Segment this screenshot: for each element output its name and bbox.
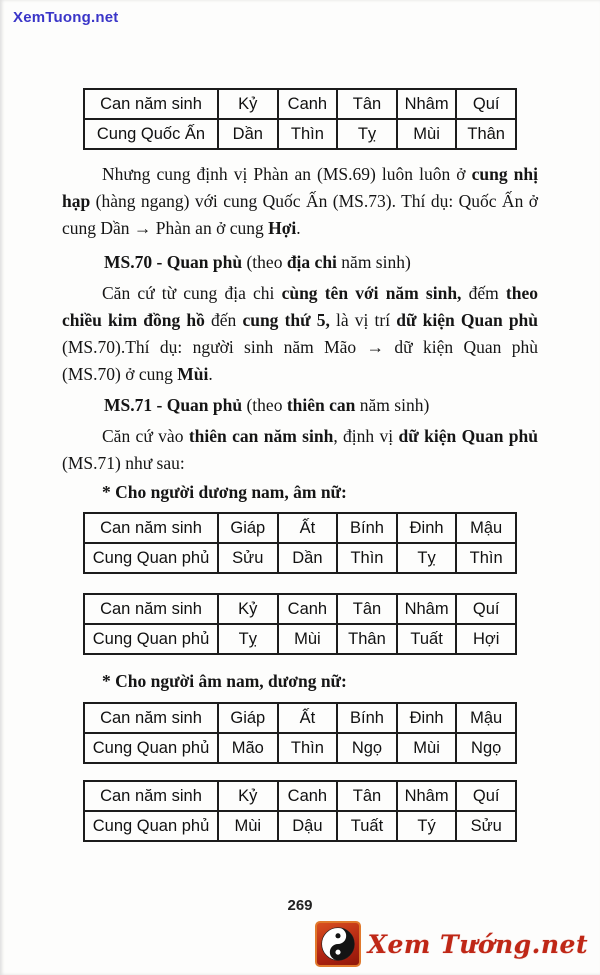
text: Căn cứ từ cung địa chi — [102, 283, 282, 303]
row-label-cell: Cung Quan phủ — [84, 811, 218, 841]
value-cell: Mùi — [397, 119, 457, 149]
value-cell: Mậu — [456, 513, 516, 543]
text: . — [208, 364, 213, 384]
row-label-cell: Cung Quan phủ — [84, 733, 218, 763]
value-cell: Ất — [278, 703, 338, 733]
bold-text: địa chi — [286, 252, 337, 272]
value-cell: Tỵ — [397, 543, 457, 573]
value-cell: Nhâm — [397, 89, 457, 119]
value-cell: Canh — [278, 89, 338, 119]
value-cell: Kỷ — [218, 89, 278, 119]
text: đếm — [461, 283, 506, 303]
value-cell: Bính — [337, 513, 397, 543]
value-cell: Mùi — [278, 624, 338, 654]
table-row — [84, 513, 516, 543]
value-cell: Quí — [456, 89, 516, 119]
site-logo-text: Xem Tướng.net — [367, 929, 588, 959]
table-row — [84, 733, 516, 763]
value-cell: Quí — [456, 781, 516, 811]
bold-text: thiên can năm sinh — [188, 426, 334, 446]
text: (hàng ngang) với cung Quốc Ấn (MS.73). Thí dụ: Quốc Ấn ở cung Dần → Phàn an ở cung — [62, 191, 538, 238]
bold-text: thiên can — [286, 395, 356, 415]
page-number: 269 — [287, 897, 313, 914]
paragraph-ms71 — [62, 423, 538, 477]
value-cell: Nhâm — [397, 594, 457, 624]
value-cell: Sửu — [218, 543, 278, 573]
bold-text: MS.70 - Quan phù — [104, 252, 243, 272]
value-cell: Mùi — [218, 811, 278, 841]
table-row — [84, 89, 516, 119]
value-cell: Tý — [397, 811, 457, 841]
text: (MS.70).Thí dụ: người sinh năm Mão → dữ kiện Quan phù (MS.70) ở cung — [62, 337, 538, 384]
value-cell: Ất — [278, 513, 338, 543]
value-cell: Dần — [278, 543, 338, 573]
bold-text: cung thứ 5, — [242, 310, 330, 330]
value-cell: Tuất — [397, 624, 457, 654]
value-cell: Tỵ — [337, 119, 397, 149]
value-cell: Thân — [456, 119, 516, 149]
text: . — [296, 218, 301, 238]
value-cell: Tân — [337, 781, 397, 811]
value-cell: Ngọ — [337, 733, 397, 763]
table-quan-phu-duong-1 — [83, 512, 517, 574]
value-cell: Thìn — [278, 119, 338, 149]
table-row — [84, 543, 516, 573]
value-cell: Mão — [218, 733, 278, 763]
bold-text: MS.71 - Quan phủ — [104, 395, 243, 415]
row-label-cell: Can năm sinh — [84, 89, 218, 119]
heading-ms70 — [62, 249, 538, 276]
text: (theo — [242, 395, 287, 415]
table-quan-phu-duong-2 — [83, 593, 517, 655]
value-cell: Giáp — [218, 703, 278, 733]
value-cell: Tân — [337, 89, 397, 119]
site-logo — [315, 921, 588, 967]
row-label-cell: Can năm sinh — [84, 513, 218, 543]
row-label-cell: Cung Quốc Ấn — [84, 119, 218, 149]
value-cell: Đinh — [397, 703, 457, 733]
table-quan-phu-am-2 — [83, 780, 517, 842]
text: là vị trí — [329, 310, 397, 330]
value-cell: Bính — [337, 703, 397, 733]
bold-text: Hợi — [268, 218, 297, 238]
row-label-cell: Cung Quan phủ — [84, 624, 218, 654]
table-quoc-an — [83, 88, 517, 150]
value-cell: Đinh — [397, 513, 457, 543]
table-row — [84, 119, 516, 149]
paragraph-ms70 — [62, 280, 538, 388]
text: năm sinh) — [336, 252, 411, 272]
bold-text: cung nhị hạp — [62, 164, 539, 211]
value-cell: Kỷ — [218, 594, 278, 624]
value-cell: Mậu — [456, 703, 516, 733]
yin-yang-icon — [315, 921, 361, 967]
value-cell: Tuất — [337, 811, 397, 841]
text: , định vị — [333, 426, 399, 446]
text: Nhưng cung định vị Phàn an (MS.69) luôn luôn ở — [102, 164, 472, 184]
text: đến — [204, 310, 243, 330]
value-cell: Thìn — [278, 733, 338, 763]
table-row — [84, 594, 516, 624]
value-cell: Ngọ — [456, 733, 516, 763]
value-cell: Mùi — [397, 733, 457, 763]
value-cell: Thìn — [456, 543, 516, 573]
table-row — [84, 811, 516, 841]
text: (theo — [242, 252, 287, 272]
value-cell: Hợi — [456, 624, 516, 654]
paragraph-phan-an — [62, 161, 538, 242]
bold-text: cùng tên với năm sinh, — [281, 283, 462, 303]
value-cell: Thìn — [337, 543, 397, 573]
value-cell: Kỷ — [218, 781, 278, 811]
bold-text: dữ kiện Quan phủ — [398, 426, 538, 446]
value-cell: Dần — [218, 119, 278, 149]
subheading-duong-nam-am-nu: * Cho người dương nam, âm nữ: — [102, 482, 347, 502]
value-cell: Canh — [278, 781, 338, 811]
text: năm sinh) — [355, 395, 430, 415]
value-cell: Quí — [456, 594, 516, 624]
value-cell: Canh — [278, 594, 338, 624]
text: (MS.71) như sau: — [62, 453, 185, 473]
text: Căn cứ vào — [102, 426, 189, 446]
value-cell: Tân — [337, 594, 397, 624]
value-cell: Thân — [337, 624, 397, 654]
value-cell: Tỵ — [218, 624, 278, 654]
bold-text: Mùi — [177, 364, 209, 384]
table-row — [84, 703, 516, 733]
row-label-cell: Can năm sinh — [84, 781, 218, 811]
table-row — [84, 624, 516, 654]
row-label-cell: Cung Quan phủ — [84, 543, 218, 573]
subheading-am-nam-duong-nu: * Cho người âm nam, dương nữ: — [102, 671, 347, 691]
value-cell: Nhâm — [397, 781, 457, 811]
table-quan-phu-am-1 — [83, 702, 517, 764]
site-watermark: XemTuong.net — [13, 9, 119, 26]
row-label-cell: Can năm sinh — [84, 594, 218, 624]
value-cell: Sửu — [456, 811, 516, 841]
page-content — [62, 88, 538, 842]
heading-ms71 — [62, 392, 538, 419]
table-row — [84, 781, 516, 811]
bold-text: theo chiều kim đồng hồ — [62, 283, 538, 330]
bold-text: dữ kiện Quan phù — [396, 310, 539, 330]
value-cell: Dậu — [278, 811, 338, 841]
value-cell: Giáp — [218, 513, 278, 543]
row-label-cell: Can năm sinh — [84, 703, 218, 733]
